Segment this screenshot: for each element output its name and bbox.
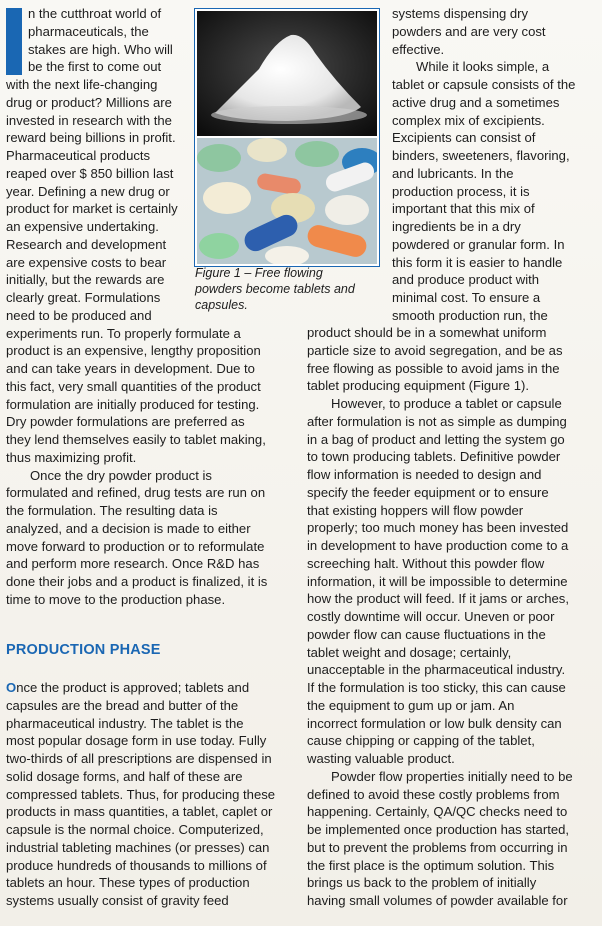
text-line: minimal cost. To ensure a [392,290,541,305]
text-line: invested in research with the [6,112,172,128]
text-line: costly downtime will occur. Uneven or poor [307,609,555,624]
text-line: after formulation is not as simple as dumping [307,413,567,429]
text-line: While it looks simple, a [416,59,550,75]
text-line: n the cutthroat world of [28,6,162,21]
text-line: important that this mix of [392,201,535,217]
text-line: how the product will feed. If it jams or arches, [307,591,569,607]
text-line: tablet or capsule consists of the [392,77,576,92]
text-line: Pharmaceutical products [6,148,151,163]
text-line: and perform more research. Once R&D has [6,556,260,572]
text-line: Research and development [6,236,167,252]
text-line: formulated and refined, drug tests are run on [6,485,266,501]
text-line: with the next life-changing [6,77,158,92]
text-line: this fact, very small quantities of the product [6,378,261,394]
text-line: If the formulation is too sticky, this can cause [307,680,566,695]
text-line: complex mix of excipients. [392,112,545,128]
text-line: wasting valuable product. [307,751,455,766]
text-line: pharmaceutical industry. The tablet is the [6,715,244,731]
text-line: However, to produce a tablet or capsule [331,396,562,411]
text-line: ingredients be in a dry [392,219,521,234]
text-line: product is an expensive, lengthy proposition [6,343,261,359]
text-line: systems dispensing dry [392,6,529,21]
text-line: pharmaceuticals, the [28,23,149,39]
text-line: specify the feeder equipment or to ensure [307,484,549,500]
text-line: Dry powder formulations are preferred as [6,414,245,430]
text-line: having small volumes of powder available for [307,893,568,908]
text-line: in development to have production come to a [307,538,569,553]
text-line: powder flow can cause fluctuations in the [307,626,546,642]
text-line: flow information is needed to design and [307,467,542,482]
text-line: but to prevent the problems from occurring in [307,839,568,855]
column-2-intro [392,5,598,325]
text-line: happening. Certainly, QA/QC checks need to [307,804,568,820]
text-line-rest: nce the product is approved; tablets and [16,680,250,695]
text-line: products in mass quantities, a tablet, caplet or [6,804,273,820]
text-line: move forward to production or to reformulate [6,538,265,554]
text-line: year. Defining a new drug or [6,183,170,199]
text-line: to town producing tablets. Definitive powder [307,449,561,465]
text-line: Once the dry powder product is [30,467,212,483]
text-line: and produce product with [392,272,540,288]
text-line: Excipients can consist of [392,130,536,146]
text-line: information, it will be impossible to determine [307,573,568,589]
text-line: in a bag of product and letting the system go [307,431,565,447]
text-line: that existing hoppers will flow powder [307,502,524,518]
text-line: production process, it is [392,183,530,199]
text-line: and lubricants. In the [392,165,514,181]
text-line: clearly great. Formulations [6,290,161,305]
text-line: unacceptable in the pharmaceutical industry. [307,662,566,678]
text-line: and can take years in development. Due to [6,361,255,376]
text-line: brings us back to the problem of initially [307,875,537,891]
text-line: product for market is certainly [6,201,178,217]
text-line: screeching halt. Without this powder flow [307,555,545,571]
text-line: two-thirds of all prescriptions are dispensed in [6,751,272,766]
text-line: analyzed, and a decision is made to either [6,520,251,536]
text-line: defined to avoid these costly problems from [307,786,560,802]
text-line: the equipment to gum up or jam. An [307,697,515,713]
text-line: most popular dosage form in use today. Fully [6,733,267,749]
initial-letter: O [6,680,17,695]
text-line: reward being billions in profit. [6,130,176,146]
text-line: cause chipping or capping of the tablet, [307,733,535,749]
text-line [6,679,296,697]
column-1-production-body [6,679,296,910]
pills-capsules-photo [197,138,377,264]
section-heading: PRODUCTION PHASE [6,642,161,658]
text-line: the formulation. The resulting data is [6,503,218,518]
caption-line: capsules. [195,298,248,312]
column-2-body [307,324,599,910]
text-line: active drug and a sometimes [392,94,560,110]
text-line: effective. [392,41,445,57]
text-line: incorrect formulation or low bulk density can [307,715,562,731]
text-line: compressed tablets. Thus, for producing these [6,786,276,802]
text-line: industrial tableting machines (or presses) can [6,839,270,855]
caption-line: Figure 1 – Free flowing [195,266,323,280]
text-line: drug or product? Millions are [6,94,172,110]
figure-caption [195,265,380,313]
text-line: Powder flow properties initially need to be [331,768,573,784]
text-line: need to be produced and [6,307,152,323]
text-line: capsule is the normal choice. Computerized, [6,822,264,837]
text-line: formulation are initially produced for testing. [6,396,260,412]
text-line: particle size to avoid segregation, and be as [307,342,563,358]
text-line: powders and are very cost [392,23,546,39]
text-line: produce hundreds of thousands to millions of [6,857,267,873]
text-line: thus maximizing profit. [6,449,137,465]
caption-line: powders become tablets and [195,282,355,296]
text-line: product should be in a somewhat uniform [307,325,547,340]
text-line: free flowing as possible to avoid jams in the [307,360,560,376]
text-line: stakes are high. Who will [28,41,173,57]
text-line: systems usually consist of gravity feed [6,893,229,908]
text-line: properly; too much money has been invested [307,520,569,536]
text-line: capsules are the bread and butter of the [6,697,239,713]
powder-pile-photo [197,11,377,136]
text-line: binders, sweeteners, flavoring, [392,148,570,163]
text-line: be the first to come out [28,59,162,75]
text-line: they lend themselves easily to tablet making, [6,432,266,447]
text-line: tablet producing equipment (Figure 1). [307,378,529,394]
text-line: be implemented once production has started, [307,822,570,837]
text-line: experiments run. To properly formulate a [6,325,241,341]
text-line: tablets an hour. These types of production [6,875,250,891]
text-line: powdered or granular form. In [392,236,565,252]
text-line: solid dosage forms, and half of these are [6,768,243,784]
text-line: smooth production run, the [392,307,548,323]
text-line: done their jobs and a product is finalized, it is [6,574,268,589]
text-line: reaped over $ 850 billion last [6,165,174,181]
text-line: an expensive undertaking. [6,219,159,234]
text-line: time to move to the production phase. [6,591,226,607]
text-line: are expensive costs to bear [6,254,167,270]
text-line: initially, but the rewards are [6,272,165,288]
text-line: this form it is easier to handle [392,254,563,270]
text-line: the first place is the optimum solution. This [307,857,555,873]
text-line: tablet weight and dosage; certainly, [307,644,512,660]
figure-1 [194,8,380,267]
